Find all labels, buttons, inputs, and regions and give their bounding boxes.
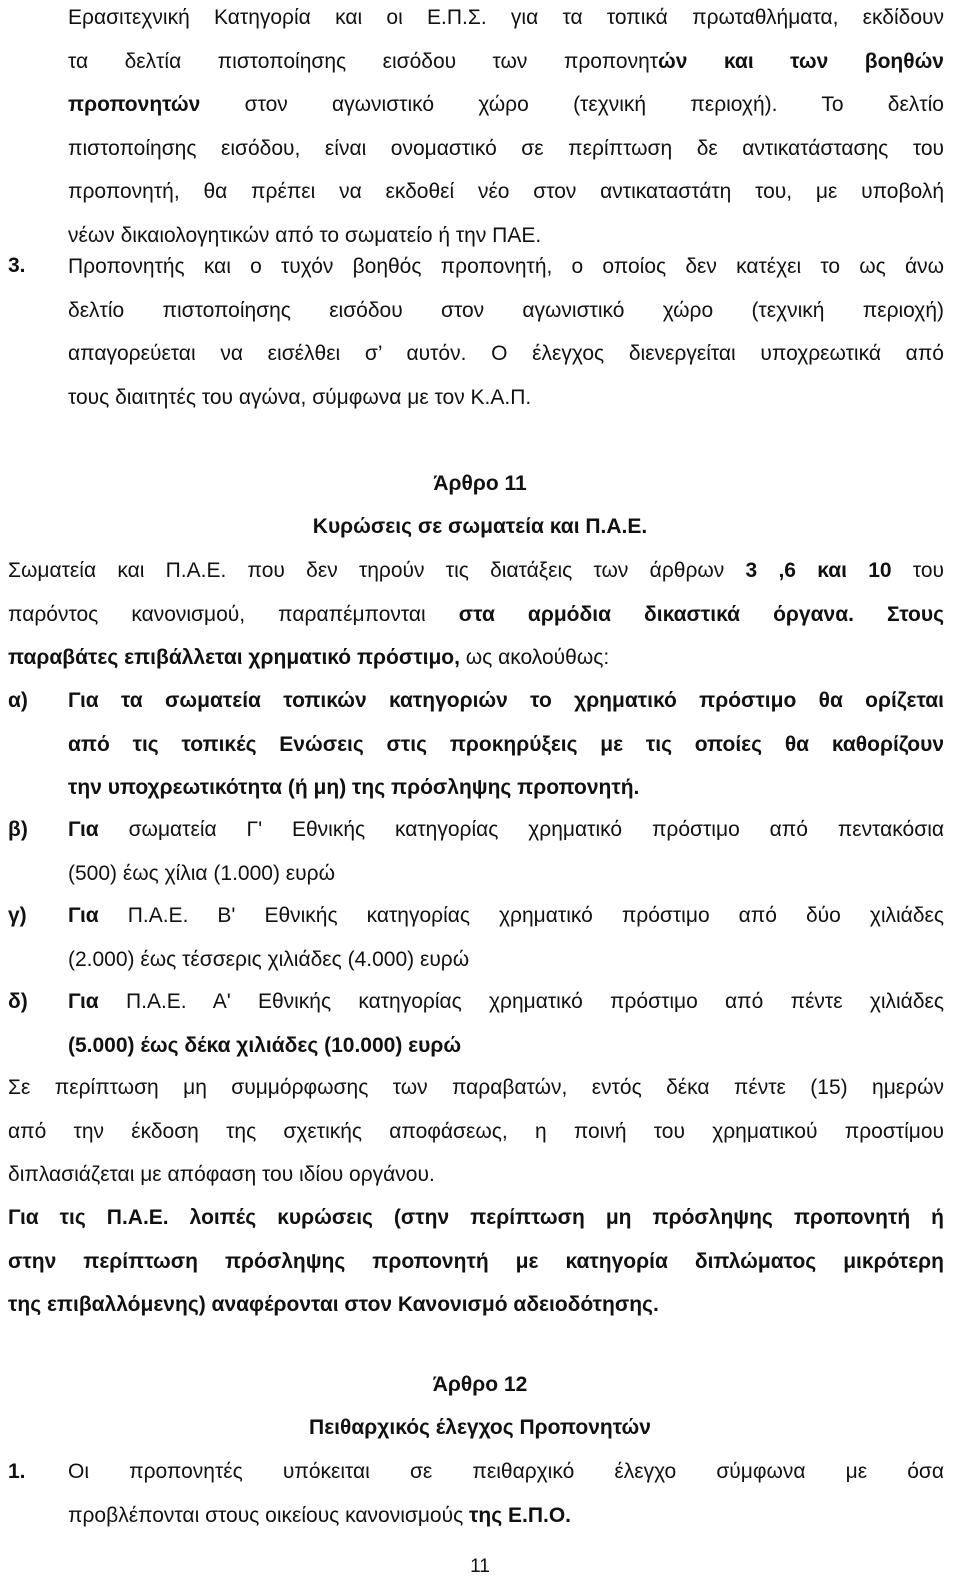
list-item-b: [68, 808, 944, 895]
text-line: νέων δικαιολογητικών από το σωματείο ή την ΠΑΕ.: [68, 223, 542, 247]
text-line: παραβάτες επιβάλλεται χρηματικό πρόστιμο, ως ακολούθως:: [8, 646, 610, 669]
list-label: β): [8, 818, 28, 841]
text-line: Προπονητής και ο τυχόν βοηθός προπονητή, ο οποίος δεν κατέχει το ως άνω: [68, 255, 944, 278]
text-line: την υποχρεωτικότητα (ή μη) της πρόσληψης προπονητή.: [68, 776, 640, 799]
text-line: Για τα σωματεία τοπικών κατηγοριών το χρηματικό πρόστιμο θα ορίζεται: [68, 689, 944, 712]
text-line: τα δελτία πιστοποίησης εισόδου των προπονητών και των βοηθών: [68, 49, 944, 73]
intro-paragraph: [68, 0, 944, 257]
list-label: α): [8, 689, 28, 712]
text-line: Σε περίπτωση μη συμμόρφωσης των παραβατών, εντός δέκα πέντε (15) ημερών: [8, 1076, 944, 1099]
text-line: από τις τοπικές Ενώσεις στις προκηρύξεις με τις οποίες θα καθορίζουν: [68, 732, 944, 756]
text-line: πιστοποίησης εισόδου, είναι ονομαστικό σε περίπτωση δε αντικατάστασης του: [68, 136, 944, 160]
text-line: τους διαιτητές του αγώνα, σύμφωνα με τον Κ.Α.Π.: [68, 385, 532, 409]
page-number: 11: [470, 1556, 490, 1577]
article-12-title: Άρθρο 12: [432, 1373, 528, 1396]
list-item-a: [68, 679, 944, 810]
article-11-paragraph-2: [8, 1066, 944, 1197]
text-line: παρόντος κανονισμού, παραπέμπονται στα αρμόδια δικαστικά όργανα. Στους: [8, 602, 945, 626]
text-line: στην περίπτωση πρόσληψης προπονητή με κατηγορία διπλώματος μικρότερη: [8, 1249, 944, 1273]
text-line: Οι προπονητές υπόκειται σε πειθαρχικό έλεγχο σύμφωνα με όσα: [68, 1460, 944, 1483]
text-line: Σωματεία και Π.Α.Ε. που δεν τηρούν τις διατάξεις των άρθρων 3 ,6 και 10 του: [8, 559, 945, 582]
article-12-subtitle: Πειθαρχικός έλεγχος Προπονητών: [309, 1416, 651, 1439]
article-12-item-1: [68, 1450, 944, 1537]
item-number: 3.: [8, 254, 26, 277]
text-line: Ερασιτεχνική Κατηγορία και οι Ε.Π.Σ. για τα τοπικά πρωταθλήματα, εκδίδουν: [68, 6, 944, 29]
text-line: Για σωματεία Γ' Εθνικής κατηγορίας χρηματικό πρόστιμο από πεντακόσια: [68, 818, 944, 841]
article-11-subtitle: Κυρώσεις σε σωματεία και Π.Α.Ε.: [312, 515, 648, 538]
article-11-paragraph-1: [8, 549, 944, 680]
item-3-paragraph: [68, 245, 944, 419]
text-line: προβλέπονται στους οικείους κανονισμούς της Ε.Π.Ο.: [68, 1503, 572, 1527]
text-line: της επιβαλλόμενης) αναφέρονται στον Κανονισμό αδειοδότησης.: [8, 1293, 659, 1316]
text-line: Για Π.Α.Ε. Α' Εθνικής κατηγορίας χρηματικό πρόστιμο από πέντε χιλιάδες: [68, 990, 944, 1013]
text-line: (2.000) έως τέσσερις χιλιάδες (4.000) ευρώ: [68, 947, 470, 971]
list-label: δ): [8, 990, 28, 1013]
text-line: Για Π.Α.Ε. Β' Εθνικής κατηγορίας χρηματικό πρόστιμο από δύο χιλιάδες: [68, 904, 944, 927]
text-line: Για τις Π.Α.Ε. λοιπές κυρώσεις (στην περίπτωση μη πρόσληψης προπονητή ή: [8, 1206, 944, 1229]
text-line: από την έκδοση της σχετικής αποφάσεως, η ποινή του χρηματικού προστίμου: [8, 1119, 944, 1143]
text-line: δελτίο πιστοποίησης εισόδου στον αγωνιστικό χώρο (τεχνική περιοχή): [68, 298, 944, 322]
article-11-title: Άρθρο 11: [433, 472, 527, 495]
list-item-d: [68, 980, 944, 1067]
text-line: προπονητή, θα πρέπει να εκδοθεί νέο στον αντικαταστάτη του, με υποβολή: [68, 180, 944, 203]
text-line: προπονητών στον αγωνιστικό χώρο (τεχνική περιοχή). Το δελτίο: [68, 93, 944, 116]
list-label: γ): [8, 904, 27, 927]
item-number: 1.: [8, 1460, 26, 1483]
text-line: απαγορεύεται να εισέλθει σ’ αυτόν. Ο έλεγχος διενεργείται υποχρεωτικά από: [68, 342, 944, 365]
list-item-c: [68, 894, 944, 981]
text-line: διπλασιάζεται με απόφαση του ιδίου οργάνου.: [8, 1163, 435, 1186]
article-11-paragraph-3: [8, 1196, 944, 1327]
text-line: (5.000) έως δέκα χιλιάδες (10.000) ευρώ: [68, 1033, 462, 1057]
text-line: (500) έως χίλια (1.000) ευρώ: [68, 861, 335, 885]
